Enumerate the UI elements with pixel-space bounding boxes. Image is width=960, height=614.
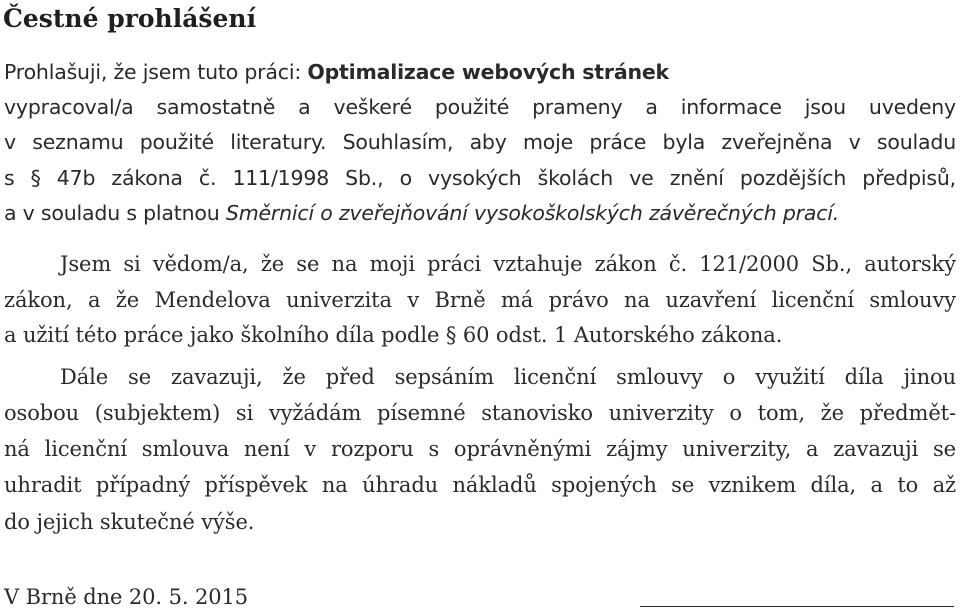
p1-line-1 bbox=[4, 55, 956, 89]
thesis-title: Optimalizace webových stránek bbox=[307, 60, 669, 84]
signature-line bbox=[640, 606, 954, 607]
place-date: V Brně dne 20. 5. 2015 bbox=[4, 585, 249, 609]
p2-line-2: zákon, a že Mendelova univerzita v Brně má právo na uzavření licenční smlouvy bbox=[4, 288, 956, 312]
p3-line-3: ná licenční smlouva není v rozporu s oprávněnými zájmy univerzity, a zavazuji se bbox=[4, 437, 956, 461]
p1-line-5-text: a v souladu s platnou bbox=[4, 201, 226, 225]
p1-line-3: v seznamu použité literatury. Souhlasím, aby moje práce byla zveřejněna v souladu bbox=[4, 130, 956, 154]
p2-line-1: Jsem si vědom/a, že se na moji práci vztahuje zákon č. 121/2000 Sb., autorský bbox=[60, 252, 956, 276]
p2-line-3: a užití této práce jako školního díla podle § 60 odst. 1 Autorského zákona. bbox=[4, 323, 783, 347]
p3-line-4: uhradit případný příspěvek na úhradu nákladů spojených se vznikem díla, a to až bbox=[4, 473, 956, 497]
p1-line-1-text: Prohlašuji, že jsem tuto práci: bbox=[4, 60, 308, 84]
p3-line-1: Dále se zavazuji, že před sepsáním licenční smlouvy o využití díla jinou bbox=[60, 365, 956, 389]
p1-line-4: s § 47b zákona č. 111/1998 Sb., o vysokých školách ve znění pozdějších předpisů, bbox=[4, 166, 956, 190]
p3-line-5: do jejich skutečné výše. bbox=[4, 510, 255, 534]
p1-line-5 bbox=[4, 196, 956, 230]
directive-name: Směrnicí o zveřejňování vysokoškolských závěrečných prací. bbox=[225, 201, 840, 225]
p1-line-2: vypracoval/a samostatně a veškeré použité prameny a informace jsou uvedeny bbox=[4, 95, 956, 119]
page-title: Čestné prohlášení bbox=[3, 4, 257, 33]
p3-line-2: osobou (subjektem) si vyžádám písemné stanovisko univerzity o tom, že předmět- bbox=[4, 401, 956, 425]
